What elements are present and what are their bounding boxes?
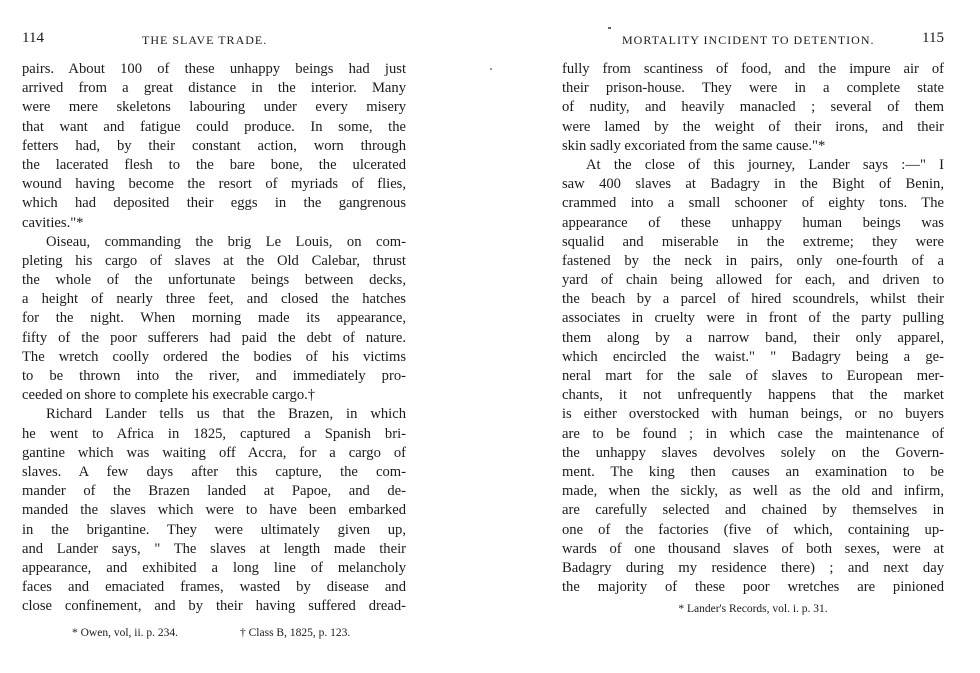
running-title: THE SLAVE TRADE. — [142, 33, 268, 47]
text-line: appearance of these unhappy human beings was — [562, 214, 944, 231]
text-line: cavities."* — [22, 214, 84, 231]
footnotes — [562, 603, 944, 615]
running-head — [562, 30, 944, 52]
text-line: a height of nearly three feet, and closed the hatches — [22, 291, 406, 308]
running-head — [22, 30, 406, 52]
text-line: their prison-house. They were in a complete state — [562, 80, 944, 97]
text-line: mander of the Brazen landed at Papoe, and de- — [22, 483, 406, 500]
scan-speck — [608, 27, 611, 29]
text-line: close confinement, and by their having suffered dread- — [22, 598, 406, 615]
page-body — [562, 60, 944, 597]
text-line: pleting his cargo of slaves at the Old Calebar, thrust — [22, 252, 406, 269]
text-line: were lamed by the weight of their irons, and their — [562, 118, 944, 135]
text-line: that want and fatigue could produce. In some, the — [22, 118, 406, 135]
text-line: which encircled the waist." " Badagry being a ge- — [562, 348, 944, 365]
text-line: for the night. When morning made its appearance, — [22, 310, 406, 327]
text-line: squalid and miserable in the extreme; they were — [562, 233, 944, 250]
text-line: are to be found ; in which case the maintenance of — [562, 425, 944, 442]
text-line: saw 400 slaves at Badagry in the Bight of Benin, — [562, 176, 944, 193]
page-number: 114 — [22, 30, 44, 46]
text-line: in the brigantine. They were ultimately given up, — [22, 521, 406, 538]
text-line: appearance, and exhibited a long line of melancholy — [22, 559, 406, 576]
text-line: to be thrown into the river, and immediately pro- — [22, 368, 406, 384]
text-line: wards of one thousand slaves of both sexes, were at — [562, 540, 944, 557]
text-line: the lacerated flesh to the bare bone, the ulcerated — [22, 156, 406, 173]
text-line: are carefully selected and chained by themselves in — [562, 502, 944, 519]
text-line: the whole of the unfortunate beings between decks, — [22, 272, 406, 289]
text-line: ceeded on shore to complete his execrable cargo.† — [22, 387, 316, 404]
text-line: manded the slaves which were to have been embarked — [22, 502, 406, 519]
text-line: faces and emaciated frames, wasted by disease and — [22, 579, 406, 596]
text-line: were mere skeletons labouring under every misery — [22, 99, 406, 116]
text-line: crammed into a small schooner of eighty tons. The — [562, 195, 944, 212]
text-line: of nudity, and heavily manacled ; several of them — [562, 99, 944, 116]
text-line: Richard Lander tells us that the Brazen, in which — [46, 406, 406, 423]
text-line: and Lander says, " The slaves at length made their — [22, 540, 406, 557]
text-line: fastened by the neck in pairs, only one-fourth of a — [562, 252, 944, 269]
footnote: * Owen, vol, ii. p. 234. — [72, 627, 179, 639]
footnote: * Lander's Records, vol. i. p. 31. — [678, 603, 828, 615]
text-line: he went to Africa in 1825, captured a Spanish bri- — [22, 425, 406, 442]
text-line: At the close of this journey, Lander says :—" I — [586, 156, 944, 173]
scan-speck — [490, 68, 492, 70]
page-body — [22, 60, 406, 616]
text-line: the unhappy slaves devolves solely on the Govern- — [562, 444, 944, 461]
text-line: yard of chain being allowed for each, and driven to — [562, 272, 944, 289]
text-line: Badagry during my residence there) ; and next day — [562, 559, 944, 576]
running-title: MORTALITY INCIDENT TO DETENTION. — [622, 33, 875, 47]
text-line: is either overstocked with human beings, or no buyers — [562, 406, 944, 423]
text-line: wound having become the resort of myriads of flies, — [22, 176, 406, 193]
text-line: Oiseau, commanding the brig Le Louis, on com- — [46, 233, 406, 250]
text-line: ment. The king then causes an examination to be — [562, 463, 944, 480]
text-line: which had deposited their eggs in the gangrenous — [22, 195, 406, 212]
text-line: chants, it not unfrequently happens that the market — [562, 387, 944, 404]
text-line: fetters had, by their constant action, worn through — [22, 137, 406, 154]
text-line: fully from scantiness of food, and the impure air of — [562, 61, 944, 77]
text-line: one of the factories (five of which, containing up- — [562, 521, 944, 538]
text-line: fifty of the poor sufferers had paid the debt of nature. — [22, 329, 406, 346]
text-line: associates in cruelty were in front of the party pulling — [562, 310, 944, 327]
text-line: slaves. A few days after this capture, the com- — [22, 463, 406, 480]
text-line: skin sadly excoriated from the same cause."* — [562, 137, 826, 154]
text-line: the majority of these poor wretches are pinioned — [562, 579, 944, 596]
text-line: the beach by a parcel of hired scoundrels, whilst their — [562, 291, 944, 308]
text-line: pairs. About 100 of these unhappy beings had just — [22, 61, 406, 77]
text-line: arrived from a great distance in the interior. Many — [22, 80, 406, 97]
text-line: gantine which was waiting off Accra, for a cargo of — [22, 444, 406, 461]
text-line: made, when the sickly, as well as the old and infirm, — [562, 483, 944, 500]
text-line: them along by a narrow band, their only apparel, — [562, 329, 944, 346]
text-line: The wretch coolly ordered the bodies of his victims — [22, 348, 406, 365]
footnote: † Class B, 1825, p. 123. — [240, 627, 351, 639]
page-number: 115 — [922, 30, 944, 46]
text-line: neral mart for the sale of slaves to European mer- — [562, 368, 944, 384]
